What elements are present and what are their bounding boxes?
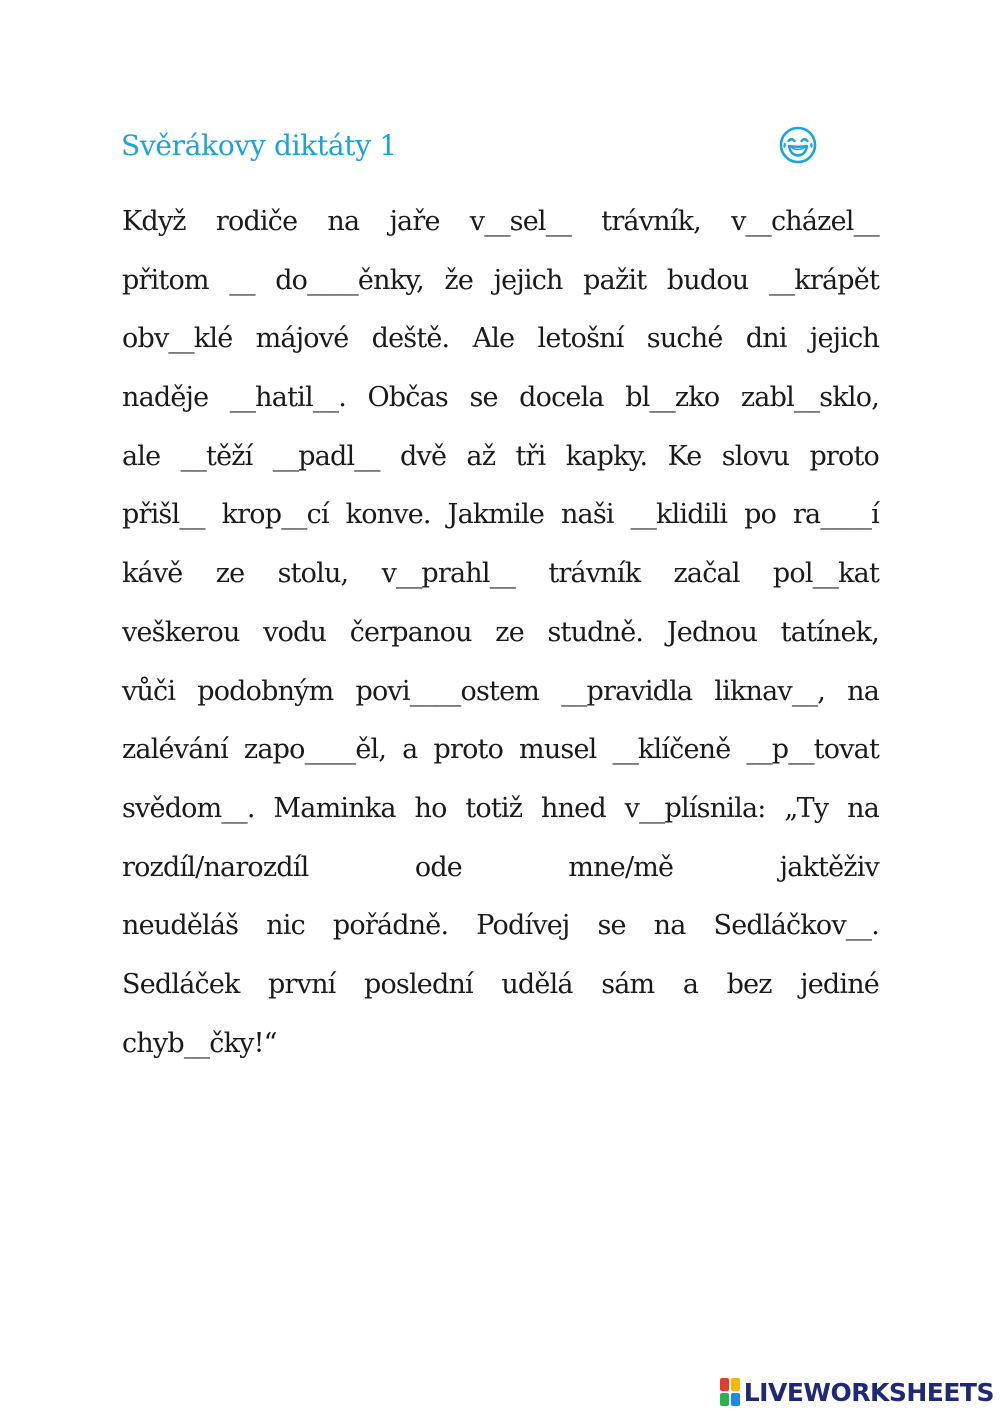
liveworksheets-footer[interactable] xyxy=(720,1375,994,1409)
liveworksheets-logo-icon xyxy=(720,1378,740,1406)
dictation-text xyxy=(122,193,879,1073)
text-line: veškerou vodu čerpanou ze studně. Jednou tatínek, xyxy=(122,616,879,648)
laughing-tears-face-icon xyxy=(779,126,817,164)
text-line: vůči podobným povi____ostem __pravidla liknav__, na xyxy=(122,675,879,707)
text-line: přitom __ do____ěnky, že jejich pažit budou __krápět xyxy=(122,264,879,296)
brand-name: LIVEWORKSHEETS xyxy=(743,1377,994,1407)
text-line: zalévání zapo____ěl, a proto musel __klíčeně __p__tovat xyxy=(122,734,879,766)
text-line: svědom__. Maminka ho totiž hned v__plísnila: „Ty na xyxy=(122,792,879,824)
text-line: chyb__čky!“ xyxy=(122,1027,277,1059)
text-line: obv__klé májové deště. Ale letošní suché dni jejich xyxy=(122,323,879,355)
text-line: přišl__ krop__cí konve. Jakmile naši __klidili po ra____í xyxy=(122,499,879,531)
text-line: naděje __hatil__. Občas se docela bl__zko zabl__sklo, xyxy=(122,382,879,414)
text-line: neuděláš nic pořádně. Podívej se na Sedláčkov__. xyxy=(122,910,879,942)
text-line: rozdíl/narozdíl ode mne/mě jaktěživ xyxy=(122,851,879,883)
text-line: Sedláček první poslední udělá sám a bez jediné xyxy=(122,968,879,1000)
text-line: kávě ze stolu, v__prahl__ trávník začal pol__kat xyxy=(122,558,879,590)
page-title: Svěrákovy diktáty 1 xyxy=(121,129,397,162)
text-line: ale __těží __padl__ dvě až tři kapky. Ke slovu proto xyxy=(122,440,879,472)
text-line: Když rodiče na jaře v__sel__ trávník, v__cházel__ xyxy=(122,206,879,237)
